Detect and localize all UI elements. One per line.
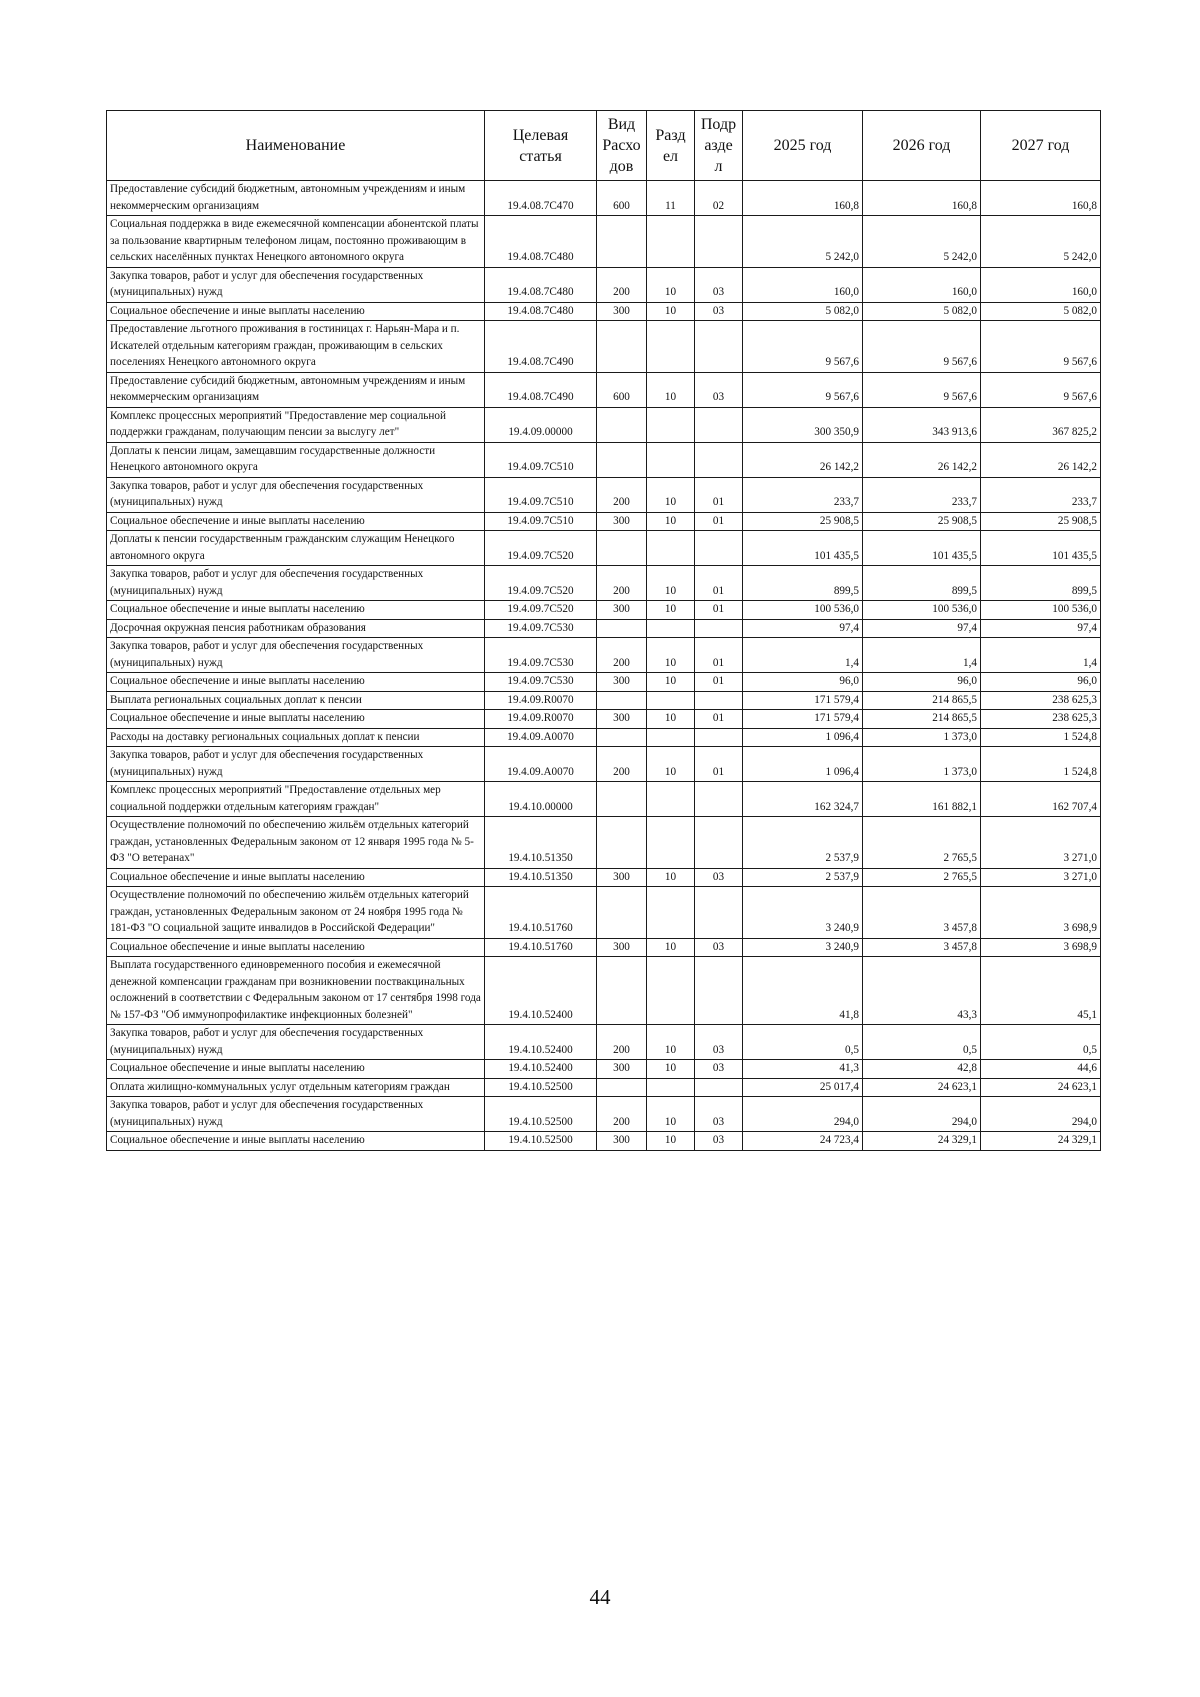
- row-value-2026: 1 373,0: [863, 728, 981, 747]
- budget-table: [106, 110, 1101, 1151]
- row-section: [647, 407, 695, 442]
- row-value-2025: 1 096,4: [743, 747, 863, 782]
- row-expense-type: [597, 1078, 647, 1097]
- row-name: Выплата региональных социальных доплат к пенсии: [107, 691, 485, 710]
- row-value-2026: 25 908,5: [863, 512, 981, 531]
- table-row: [107, 638, 1101, 673]
- row-target-code: 19.4.09.7С530: [485, 638, 597, 673]
- row-section: 10: [647, 1060, 695, 1079]
- row-value-2025: 101 435,5: [743, 531, 863, 566]
- row-subsection: 01: [695, 512, 743, 531]
- row-subsection: 03: [695, 302, 743, 321]
- table-row: [107, 957, 1101, 1025]
- row-expense-type: [597, 887, 647, 939]
- row-target-code: 19.4.09.7С510: [485, 442, 597, 477]
- table-row: [107, 619, 1101, 638]
- row-value-2027: 238 625,3: [981, 710, 1101, 729]
- table-row: [107, 1078, 1101, 1097]
- row-subsection: [695, 782, 743, 817]
- table-row: [107, 1025, 1101, 1060]
- row-target-code: 19.4.10.51760: [485, 887, 597, 939]
- table-row: [107, 747, 1101, 782]
- row-value-2027: 24 623,1: [981, 1078, 1101, 1097]
- row-subsection: 03: [695, 1132, 743, 1151]
- row-subsection: [695, 957, 743, 1025]
- row-section: 10: [647, 1025, 695, 1060]
- row-expense-type: 300: [597, 938, 647, 957]
- row-section: 10: [647, 673, 695, 692]
- header-subsection: Подр азде л: [695, 111, 743, 181]
- row-target-code: 19.4.10.52500: [485, 1078, 597, 1097]
- row-target-code: 19.4.08.7С480: [485, 302, 597, 321]
- table-row: [107, 181, 1101, 216]
- row-expense-type: [597, 321, 647, 373]
- row-section: 10: [647, 1132, 695, 1151]
- row-value-2025: 899,5: [743, 566, 863, 601]
- table-row: [107, 728, 1101, 747]
- table-row: [107, 1132, 1101, 1151]
- row-subsection: 01: [695, 747, 743, 782]
- row-value-2027: 97,4: [981, 619, 1101, 638]
- table-row: [107, 566, 1101, 601]
- row-value-2026: 100 536,0: [863, 601, 981, 620]
- row-subsection: [695, 817, 743, 869]
- row-name: Социальная поддержка в виде ежемесячной компенсации абонентской платы за пользование квартирным телефоном лицам, постоянно проживающим в сельских населённых пунктах Ненецкого автономного округа: [107, 216, 485, 268]
- row-name: Осуществление полномочий по обеспечению жильём отдельных категорий граждан, установленных Федеральным законом от 12 января 1995 года № 5-ФЗ "О ветеранах": [107, 817, 485, 869]
- row-value-2027: 45,1: [981, 957, 1101, 1025]
- row-name: Социальное обеспечение и иные выплаты населению: [107, 302, 485, 321]
- row-value-2027: 101 435,5: [981, 531, 1101, 566]
- row-value-2026: 2 765,5: [863, 817, 981, 869]
- row-target-code: 19.4.09.A0070: [485, 747, 597, 782]
- table-row: [107, 817, 1101, 869]
- row-target-code: 19.4.09.7С510: [485, 512, 597, 531]
- row-target-code: 19.4.08.7С490: [485, 321, 597, 373]
- row-target-code: 19.4.09.7С520: [485, 531, 597, 566]
- row-value-2025: 300 350,9: [743, 407, 863, 442]
- row-section: [647, 1078, 695, 1097]
- row-subsection: 03: [695, 868, 743, 887]
- row-section: [647, 442, 695, 477]
- row-section: 10: [647, 638, 695, 673]
- row-target-code: 19.4.09.7С510: [485, 477, 597, 512]
- row-expense-type: 300: [597, 673, 647, 692]
- row-value-2026: 0,5: [863, 1025, 981, 1060]
- row-value-2025: 41,8: [743, 957, 863, 1025]
- row-section: 10: [647, 868, 695, 887]
- table-row: [107, 512, 1101, 531]
- row-name: Социальное обеспечение и иные выплаты населению: [107, 938, 485, 957]
- page-number: 44: [589, 1585, 611, 1609]
- row-value-2027: 162 707,4: [981, 782, 1101, 817]
- header-2025: 2025 год: [743, 111, 863, 181]
- row-value-2025: 5 242,0: [743, 216, 863, 268]
- row-target-code: 19.4.10.51350: [485, 817, 597, 869]
- row-value-2027: 3 271,0: [981, 817, 1101, 869]
- row-value-2025: 97,4: [743, 619, 863, 638]
- row-section: [647, 782, 695, 817]
- row-expense-type: [597, 531, 647, 566]
- row-section: 10: [647, 267, 695, 302]
- row-subsection: [695, 407, 743, 442]
- row-value-2026: 26 142,2: [863, 442, 981, 477]
- row-value-2025: 1,4: [743, 638, 863, 673]
- row-name: Социальное обеспечение и иные выплаты населению: [107, 512, 485, 531]
- row-section: 10: [647, 747, 695, 782]
- row-value-2025: 3 240,9: [743, 887, 863, 939]
- row-value-2025: 5 082,0: [743, 302, 863, 321]
- row-expense-type: 200: [597, 747, 647, 782]
- row-target-code: 19.4.09.R0070: [485, 710, 597, 729]
- row-name: Оплата жилищно-коммунальных услуг отдельным категориям граждан: [107, 1078, 485, 1097]
- row-name: Социальное обеспечение и иные выплаты населению: [107, 1132, 485, 1151]
- row-section: [647, 691, 695, 710]
- row-expense-type: [597, 782, 647, 817]
- table-row: [107, 216, 1101, 268]
- row-target-code: 19.4.09.00000: [485, 407, 597, 442]
- row-expense-type: 200: [597, 267, 647, 302]
- row-expense-type: [597, 619, 647, 638]
- header-2026: 2026 год: [863, 111, 981, 181]
- row-target-code: 19.4.09.7С530: [485, 673, 597, 692]
- row-section: [647, 321, 695, 373]
- row-value-2025: 3 240,9: [743, 938, 863, 957]
- table-row: [107, 372, 1101, 407]
- row-subsection: [695, 728, 743, 747]
- row-subsection: 01: [695, 638, 743, 673]
- row-section: 10: [647, 938, 695, 957]
- row-section: 10: [647, 601, 695, 620]
- row-target-code: 19.4.10.52400: [485, 1025, 597, 1060]
- row-name: Закупка товаров, работ и услуг для обеспечения государственных (муниципальных) нужд: [107, 638, 485, 673]
- row-value-2026: 1 373,0: [863, 747, 981, 782]
- row-expense-type: [597, 216, 647, 268]
- row-value-2026: 5 082,0: [863, 302, 981, 321]
- row-value-2026: 1,4: [863, 638, 981, 673]
- row-subsection: [695, 691, 743, 710]
- row-name: Комплекс процессных мероприятий "Предоставление мер социальной поддержки гражданам, получающим пенсии за выслугу лет": [107, 407, 485, 442]
- row-section: [647, 887, 695, 939]
- row-subsection: 03: [695, 1097, 743, 1132]
- row-name: Закупка товаров, работ и услуг для обеспечения государственных (муниципальных) нужд: [107, 477, 485, 512]
- row-name: Предоставление субсидий бюджетным, автономным учреждениям и иным некоммерческим организациям: [107, 181, 485, 216]
- row-value-2025: 162 324,7: [743, 782, 863, 817]
- row-value-2025: 25 017,4: [743, 1078, 863, 1097]
- row-name: Досрочная окружная пенсия работникам образования: [107, 619, 485, 638]
- row-value-2026: 5 242,0: [863, 216, 981, 268]
- row-name: Социальное обеспечение и иные выплаты населению: [107, 868, 485, 887]
- table-row: [107, 267, 1101, 302]
- row-value-2027: 294,0: [981, 1097, 1101, 1132]
- row-value-2027: 1 524,8: [981, 747, 1101, 782]
- row-section: [647, 531, 695, 566]
- row-subsection: [695, 619, 743, 638]
- row-value-2027: 160,8: [981, 181, 1101, 216]
- row-subsection: 02: [695, 181, 743, 216]
- row-name: Доплаты к пенсии лицам, замещавшим государственные должности Ненецкого автономного округа: [107, 442, 485, 477]
- table-row: [107, 477, 1101, 512]
- row-subsection: 03: [695, 1060, 743, 1079]
- row-section: 10: [647, 512, 695, 531]
- row-expense-type: 200: [597, 477, 647, 512]
- row-value-2026: 24 329,1: [863, 1132, 981, 1151]
- row-value-2025: 9 567,6: [743, 372, 863, 407]
- row-name: Предоставление субсидий бюджетным, автономным учреждениям и иным некоммерческим организациям: [107, 372, 485, 407]
- row-subsection: 01: [695, 710, 743, 729]
- table-row: [107, 710, 1101, 729]
- row-value-2026: 97,4: [863, 619, 981, 638]
- row-expense-type: 200: [597, 638, 647, 673]
- row-value-2026: 161 882,1: [863, 782, 981, 817]
- row-name: Комплекс процессных мероприятий "Предоставление отдельных мер социальной поддержки отдельным категориям граждан": [107, 782, 485, 817]
- row-name: Осуществление полномочий по обеспечению жильём отдельных категорий граждан, установленных Федеральным законом от 24 ноября 1995 года № 181-ФЗ "О социальной защите инвалидов в Российской Федерации": [107, 887, 485, 939]
- row-name: Социальное обеспечение и иные выплаты населению: [107, 673, 485, 692]
- row-section: [647, 619, 695, 638]
- row-target-code: 19.4.09.R0070: [485, 691, 597, 710]
- row-name: Закупка товаров, работ и услуг для обеспечения государственных (муниципальных) нужд: [107, 747, 485, 782]
- row-name: Социальное обеспечение и иные выплаты населению: [107, 1060, 485, 1079]
- row-value-2027: 238 625,3: [981, 691, 1101, 710]
- row-expense-type: 300: [597, 1060, 647, 1079]
- table-row: [107, 691, 1101, 710]
- row-value-2025: 160,8: [743, 181, 863, 216]
- row-value-2027: 899,5: [981, 566, 1101, 601]
- row-name: Закупка товаров, работ и услуг для обеспечения государственных (муниципальных) нужд: [107, 1025, 485, 1060]
- row-target-code: 19.4.09.A0070: [485, 728, 597, 747]
- row-section: 10: [647, 566, 695, 601]
- row-value-2027: 100 536,0: [981, 601, 1101, 620]
- row-value-2027: 9 567,6: [981, 321, 1101, 373]
- row-value-2026: 214 865,5: [863, 691, 981, 710]
- row-target-code: 19.4.09.7С530: [485, 619, 597, 638]
- row-name: Предоставление льготного проживания в гостиницах г. Нарьян-Мара и п. Искателей отдельным категориям граждан, проживающим в сельских поселениях Ненецкого автономного округа: [107, 321, 485, 373]
- header-target: Целевая статья: [485, 111, 597, 181]
- row-target-code: 19.4.09.7С520: [485, 566, 597, 601]
- row-expense-type: 300: [597, 868, 647, 887]
- table-row: [107, 1060, 1101, 1079]
- row-value-2027: 5 082,0: [981, 302, 1101, 321]
- row-subsection: 03: [695, 267, 743, 302]
- table-header-row: [107, 111, 1101, 181]
- row-value-2027: 96,0: [981, 673, 1101, 692]
- row-value-2025: 233,7: [743, 477, 863, 512]
- row-value-2027: 160,0: [981, 267, 1101, 302]
- row-subsection: 03: [695, 1025, 743, 1060]
- row-value-2026: 343 913,6: [863, 407, 981, 442]
- table-row: [107, 938, 1101, 957]
- row-section: [647, 216, 695, 268]
- row-value-2027: 233,7: [981, 477, 1101, 512]
- row-name: Социальное обеспечение и иные выплаты населению: [107, 601, 485, 620]
- row-name: Доплаты к пенсии государственным гражданским служащим Ненецкого автономного округа: [107, 531, 485, 566]
- row-subsection: [695, 1078, 743, 1097]
- row-value-2027: 24 329,1: [981, 1132, 1101, 1151]
- row-subsection: [695, 531, 743, 566]
- table-row: [107, 601, 1101, 620]
- row-name: Выплата государственного единовременного пособия и ежемесячной денежной компенсации гражданам при возникновении поствакцинальных осложнений в соответствии с Федеральным законом от 17 сентября 1998 года № 157-ФЗ "Об иммунопрофилактике инфекционных болезней": [107, 957, 485, 1025]
- row-target-code: 19.4.10.00000: [485, 782, 597, 817]
- row-expense-type: 300: [597, 512, 647, 531]
- row-value-2026: 214 865,5: [863, 710, 981, 729]
- row-value-2025: 25 908,5: [743, 512, 863, 531]
- row-name: Закупка товаров, работ и услуг для обеспечения государственных (муниципальных) нужд: [107, 566, 485, 601]
- row-value-2027: 0,5: [981, 1025, 1101, 1060]
- header-expense-type: Вид Расхо дов: [597, 111, 647, 181]
- table-row: [107, 302, 1101, 321]
- row-value-2026: 43,3: [863, 957, 981, 1025]
- table-row: [107, 868, 1101, 887]
- row-section: 10: [647, 1097, 695, 1132]
- row-value-2026: 3 457,8: [863, 887, 981, 939]
- row-value-2025: 1 096,4: [743, 728, 863, 747]
- table-row: [107, 673, 1101, 692]
- row-value-2027: 3 698,9: [981, 938, 1101, 957]
- row-section: [647, 728, 695, 747]
- row-value-2025: 160,0: [743, 267, 863, 302]
- row-value-2027: 9 567,6: [981, 372, 1101, 407]
- row-subsection: 01: [695, 566, 743, 601]
- row-value-2025: 294,0: [743, 1097, 863, 1132]
- row-value-2026: 101 435,5: [863, 531, 981, 566]
- row-value-2025: 2 537,9: [743, 817, 863, 869]
- row-target-code: 19.4.09.7С520: [485, 601, 597, 620]
- row-value-2025: 0,5: [743, 1025, 863, 1060]
- row-expense-type: 300: [597, 302, 647, 321]
- row-value-2026: 160,0: [863, 267, 981, 302]
- row-section: 11: [647, 181, 695, 216]
- row-subsection: 01: [695, 477, 743, 512]
- row-expense-type: 200: [597, 1025, 647, 1060]
- row-value-2026: 9 567,6: [863, 321, 981, 373]
- row-value-2026: 9 567,6: [863, 372, 981, 407]
- table-body: [107, 181, 1101, 1151]
- row-section: [647, 957, 695, 1025]
- row-expense-type: [597, 691, 647, 710]
- row-target-code: 19.4.10.52500: [485, 1132, 597, 1151]
- row-subsection: [695, 442, 743, 477]
- row-subsection: 01: [695, 601, 743, 620]
- table-row: [107, 1097, 1101, 1132]
- row-value-2027: 26 142,2: [981, 442, 1101, 477]
- row-target-code: 19.4.08.7С490: [485, 372, 597, 407]
- row-expense-type: 600: [597, 181, 647, 216]
- row-value-2026: 3 457,8: [863, 938, 981, 957]
- row-subsection: 03: [695, 938, 743, 957]
- row-value-2025: 171 579,4: [743, 691, 863, 710]
- row-value-2027: 25 908,5: [981, 512, 1101, 531]
- header-2027: 2027 год: [981, 111, 1101, 181]
- table-row: [107, 782, 1101, 817]
- row-target-code: 19.4.10.52400: [485, 957, 597, 1025]
- row-target-code: 19.4.10.52400: [485, 1060, 597, 1079]
- row-value-2026: 233,7: [863, 477, 981, 512]
- row-section: [647, 817, 695, 869]
- row-section: 10: [647, 710, 695, 729]
- row-section: 10: [647, 302, 695, 321]
- row-value-2025: 41,3: [743, 1060, 863, 1079]
- row-value-2026: 96,0: [863, 673, 981, 692]
- row-subsection: 03: [695, 372, 743, 407]
- row-target-code: 19.4.08.7С470: [485, 181, 597, 216]
- row-expense-type: [597, 817, 647, 869]
- row-target-code: 19.4.08.7С480: [485, 216, 597, 268]
- table-row: [107, 887, 1101, 939]
- row-value-2026: 2 765,5: [863, 868, 981, 887]
- row-value-2025: 24 723,4: [743, 1132, 863, 1151]
- row-target-code: 19.4.10.51760: [485, 938, 597, 957]
- row-value-2026: 42,8: [863, 1060, 981, 1079]
- row-value-2027: 1 524,8: [981, 728, 1101, 747]
- row-value-2027: 367 825,2: [981, 407, 1101, 442]
- row-value-2027: 5 242,0: [981, 216, 1101, 268]
- table-row: [107, 442, 1101, 477]
- row-section: 10: [647, 477, 695, 512]
- row-value-2026: 294,0: [863, 1097, 981, 1132]
- row-section: 10: [647, 372, 695, 407]
- row-name: Социальное обеспечение и иные выплаты населению: [107, 710, 485, 729]
- row-target-code: 19.4.10.51350: [485, 868, 597, 887]
- row-value-2027: 1,4: [981, 638, 1101, 673]
- row-value-2026: 24 623,1: [863, 1078, 981, 1097]
- row-value-2025: 9 567,6: [743, 321, 863, 373]
- row-name: Расходы на доставку региональных социальных доплат к пенсии: [107, 728, 485, 747]
- row-value-2025: 2 537,9: [743, 868, 863, 887]
- table-row: [107, 407, 1101, 442]
- row-value-2025: 96,0: [743, 673, 863, 692]
- row-target-code: 19.4.08.7С480: [485, 267, 597, 302]
- row-expense-type: [597, 407, 647, 442]
- row-value-2025: 26 142,2: [743, 442, 863, 477]
- row-name: Закупка товаров, работ и услуг для обеспечения государственных (муниципальных) нужд: [107, 267, 485, 302]
- row-subsection: [695, 887, 743, 939]
- row-expense-type: [597, 442, 647, 477]
- row-subsection: [695, 321, 743, 373]
- row-subsection: [695, 216, 743, 268]
- row-expense-type: [597, 728, 647, 747]
- row-value-2027: 3 271,0: [981, 868, 1101, 887]
- row-expense-type: 300: [597, 1132, 647, 1151]
- row-value-2025: 171 579,4: [743, 710, 863, 729]
- row-value-2025: 100 536,0: [743, 601, 863, 620]
- row-expense-type: 600: [597, 372, 647, 407]
- row-expense-type: 300: [597, 601, 647, 620]
- header-section: Разд ел: [647, 111, 695, 181]
- row-expense-type: 300: [597, 710, 647, 729]
- header-name: Наименование: [107, 111, 485, 181]
- row-value-2027: 44,6: [981, 1060, 1101, 1079]
- row-subsection: 01: [695, 673, 743, 692]
- row-expense-type: 200: [597, 566, 647, 601]
- row-value-2026: 899,5: [863, 566, 981, 601]
- table-row: [107, 531, 1101, 566]
- row-expense-type: 200: [597, 1097, 647, 1132]
- row-target-code: 19.4.10.52500: [485, 1097, 597, 1132]
- table-row: [107, 321, 1101, 373]
- row-value-2027: 3 698,9: [981, 887, 1101, 939]
- row-name: Закупка товаров, работ и услуг для обеспечения государственных (муниципальных) нужд: [107, 1097, 485, 1132]
- row-expense-type: [597, 957, 647, 1025]
- row-value-2026: 160,8: [863, 181, 981, 216]
